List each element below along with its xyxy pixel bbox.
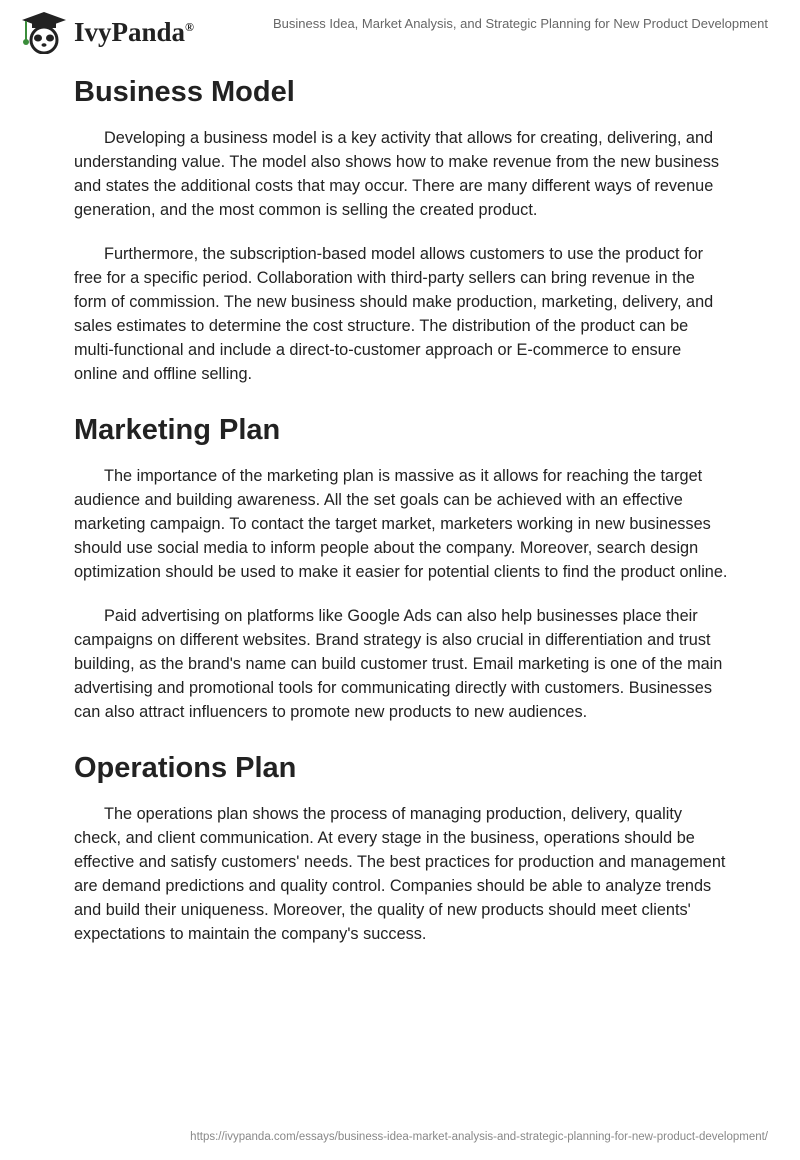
paragraph: Furthermore, the subscription-based model allows customers to use the product for free for a specific period. Collaboration with third-party sellers can bring revenue in the form of commission. The new business should make production, marketing, delivery, and sales estimates to determine the cost structure. The distribution of the product can be multi-functional and include a direct-to-customer approach or E-commerce to ensure online and offline selling.	[74, 245, 714, 383]
paragraph: The importance of the marketing plan is massive as it allows for reaching the target audience and building awareness. All the set goals can be achieved with an effective marketing campaign. To contact the target market, marketers working in new businesses should use social media to inform people about the company. Moreover, search design optimization should be used to make it easier for potential clients to find the product online.	[74, 467, 728, 581]
section-heading: Operations Plan	[74, 752, 297, 784]
section-business-model	[74, 68, 728, 386]
source-url[interactable]: https://ivypanda.com/essays/business-idea-market-analysis-and-strategic-planning-for-new-product-development/	[190, 1131, 768, 1143]
section-heading: Marketing Plan	[74, 414, 281, 446]
section-marketing-plan	[74, 406, 728, 724]
ivypanda-logo[interactable]	[18, 10, 194, 54]
paragraph: Developing a business model is a key activity that allows for creating, delivering, and understanding value. The model also shows how to make revenue from the new business and states the additional costs that may occur. There are many different ways of revenue generation, and the most common is selling the created product.	[74, 129, 719, 219]
brand-name: IvyPanda	[74, 16, 186, 47]
section-operations-plan	[74, 744, 728, 946]
document-title: Business Idea, Market Analysis, and Strategic Planning for New Product Development	[273, 16, 768, 31]
paragraph: Paid advertising on platforms like Google Ads can also help businesses place their campaigns on different websites. Brand strategy is also crucial in differentiation and trust building, as the brand's name can build customer trust. Email marketing is one of the main advertising and promotional tools for communicating directly with customers. Businesses can also attract influencers to promote new products to new audiences.	[74, 607, 723, 721]
panda-graduate-icon	[18, 10, 70, 54]
article-body	[74, 68, 728, 966]
registered-mark: ®	[185, 19, 195, 34]
section-heading: Business Model	[74, 76, 295, 108]
paragraph: The operations plan shows the process of managing production, delivery, quality check, and client communication. At every stage in the business, operations should be effective and satisfy customers' needs. The best practices for production and management are demand predictions and quality control. Companies should be able to analyze trends and build their uniqueness. Moreover, the quality of new products should meet clients' expectations to maintain the company's success.	[74, 805, 726, 943]
